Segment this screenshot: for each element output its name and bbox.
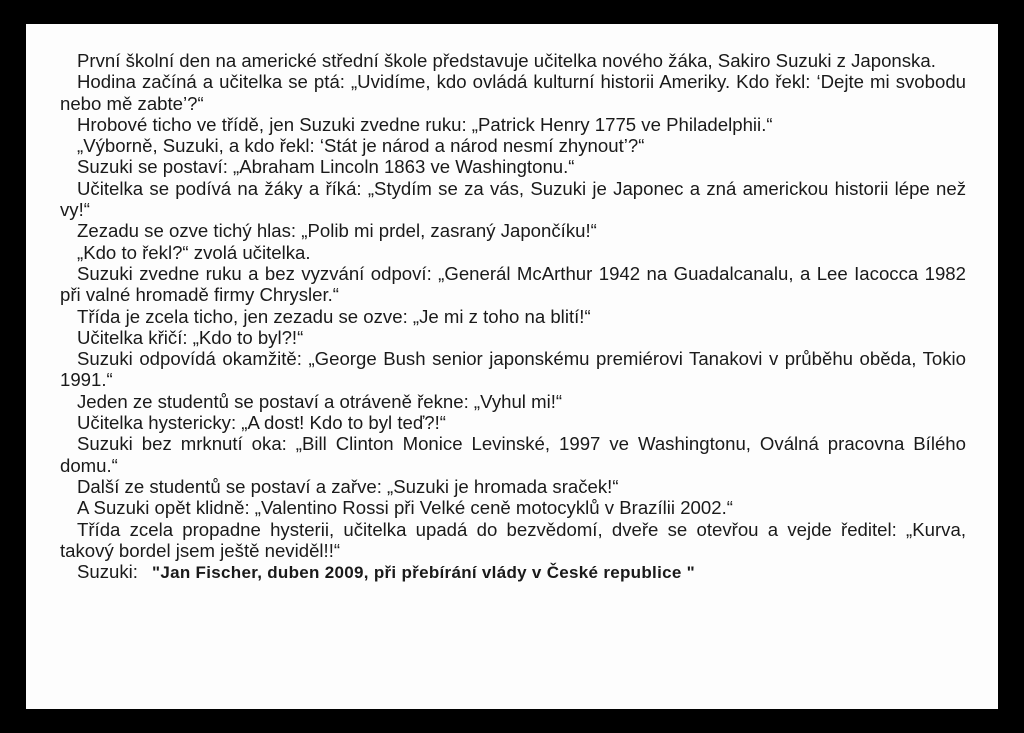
paper-page — [26, 24, 998, 709]
paragraph: Učitelka křičí: „Kdo to byl?!“ — [77, 326, 304, 348]
paragraph: Třída zcela propadne hysterii, učitelka upadá do bezvědomí, dveře se otevřou a vejde ředitel: „Kurva, takový bordel jsem ještě neviděl!!“ — [60, 518, 966, 561]
paragraph: Hrobové ticho ve třídě, jen Suzuki zvedne ruku: „Patrick Henry 1775 ve Philadelphii.“ — [77, 113, 773, 135]
paragraph: Učitelka hystericky: „A dost! Kdo to byl teď?!“ — [77, 412, 446, 434]
paragraph: Suzuki se postaví: „Abraham Lincoln 1863 ve Washingtonu.“ — [77, 156, 575, 178]
paragraph: Hodina začíná a učitelka se ptá: „Uvidíme, kdo ovládá kulturní historii Ameriky. Kdo řekl: ‘Dejte mi svobodu nebo mě zabte’?“ — [60, 71, 966, 114]
paragraph: „Kdo to řekl?“ zvolá učitelka. — [77, 241, 311, 263]
joke-text — [60, 50, 966, 583]
paragraph: Třída je zcela ticho, jen zezadu se ozve: „Je mi z toho na blití!“ — [77, 305, 591, 327]
final-line — [60, 561, 966, 583]
paragraph: První školní den na americké střední škole představuje učitelka nového žáka, Sakiro Suzuki z Japonska. — [77, 50, 936, 71]
paragraph: A Suzuki opět klidně: „Valentino Rossi při Velké ceně motocyklů v Brazílii 2002.“ — [77, 497, 733, 519]
paragraph: Učitelka se podívá na žáky a říká: „Stydím se za vás, Suzuki je Japonec a zná americkou historii lépe než vy!“ — [60, 177, 966, 221]
paragraph: Další ze studentů se postaví a zařve: „Suzuki je hromada sraček!“ — [77, 475, 619, 497]
paragraph: Jeden ze studentů se postaví a otráveně řekne: „Vyhul mi!“ — [77, 390, 563, 412]
final-quote: "Jan Fischer, duben 2009, při přebírání vlády v České republice " — [151, 563, 695, 583]
paragraph: „Výborně, Suzuki, a kdo řekl: ‘Stát je národ a národ nesmí zhynout’?“ — [77, 135, 645, 157]
paragraph: Suzuki bez mrknutí oka: „Bill Clinton Monice Levinské, 1997 ve Washingtonu, Oválná pracovna Bílého domu.“ — [60, 433, 966, 476]
final-label: Suzuki: — [77, 561, 138, 583]
paragraph: Suzuki zvedne ruku a bez vyzvání odpoví: „Generál McArthur 1942 na Guadalcanalu, a Lee Iacocca 1982 při valné hromadě firmy Chrysler.“ — [60, 262, 966, 306]
paragraph: Suzuki odpovídá okamžitě: „George Bush senior japonskému premiérovi Tanakovi v průběhu oběda, Tokio 1991.“ — [60, 348, 966, 391]
paragraph: Zezadu se ozve tichý hlas: „Polib mi prdel, zasraný Japončíku!“ — [77, 220, 597, 242]
